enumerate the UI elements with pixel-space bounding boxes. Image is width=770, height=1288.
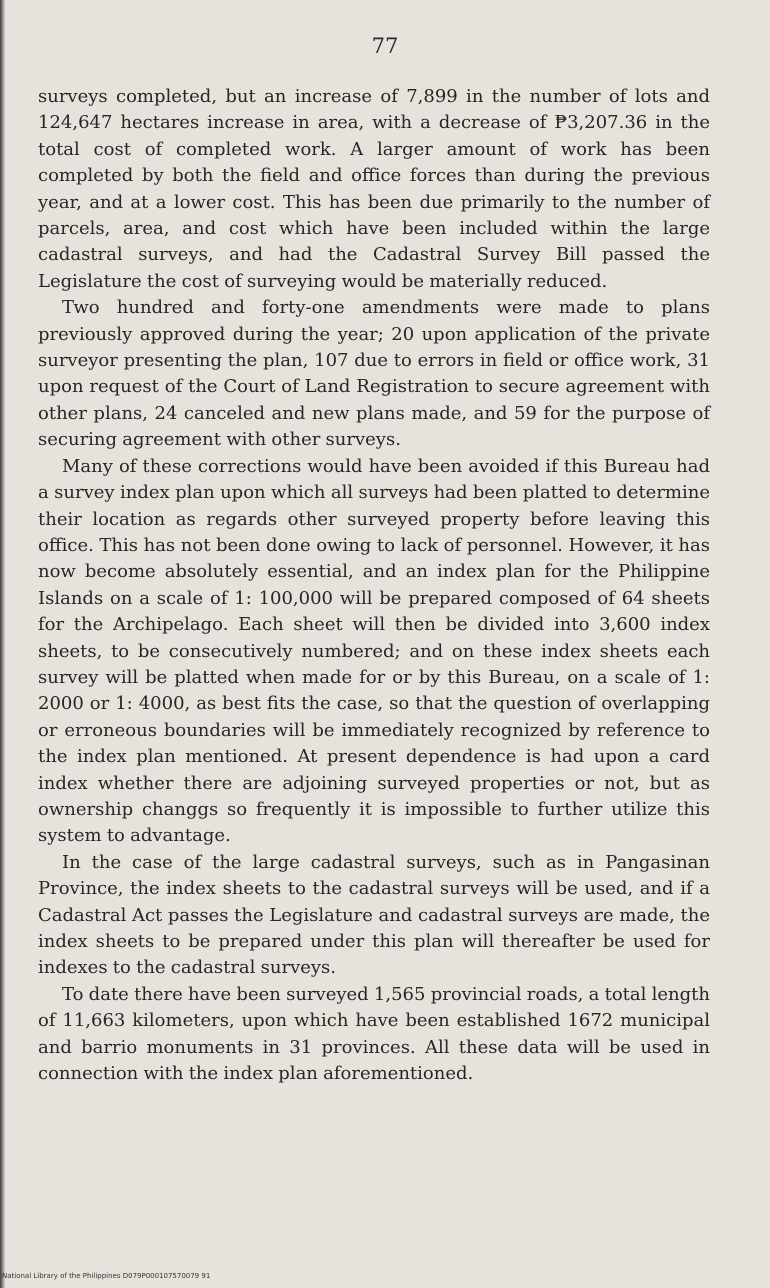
page-number: 77: [371, 34, 399, 58]
page-binding-edge: [0, 0, 5, 1288]
paragraph-2: Two hundred and forty-one amendments were made to plans previously approved during the year; 20 upon application of the private surveyor presenting the plan, 107 due to errors in field or office work, 31 upon request of the Court of Land Registration to secure agreement with other plans, 24 canceled and new plans made, and 59 for the purpose of securing agreement with other surveys.: [38, 297, 710, 451]
paragraph-5: To date there have been surveyed 1,565 provincial roads, a total length of 11,663 kilometers, upon which have been established 1672 municipal and barrio monuments in 31 provinces. All these data will be used in connection with the index plan aforementioned.: [38, 983, 710, 1085]
paragraph-3: Many of these corrections would have been avoided if this Bureau had a survey index plan upon which all surveys had been platted to determine their location as regards other surveyed property before leaving this office. This has not been done owing to lack of personnel. However, it has now become absolutely essential, and an index plan for the Philippine Islands on a scale of 1: 100,000 will be prepared composed of 64 sheets for the Archipelago. Each sheet will then be divided into 3,600 index sheets, to be consecutively numbered; and on these index sheets each survey will be platted when made for or by this Bureau, on a scale of 1: 2000 or 1: 4000, as best fits the case, so that the question of overlapping or erroneous boundaries will be immediately recognized by reference to the index plan mentioned. At present dependence is had upon a card index whether there are adjoining surveyed properties or not, but as ownership changgs so frequently it is impossible to further utilize this system to advantage.: [38, 455, 710, 847]
paragraph-1: surveys completed, but an increase of 7,899 in the number of lots and 124,647 hectares increase in area, with a decrease of ₱3,207.36 in the total cost of completed work. A larger amount of work has been completed by both the field and office forces than during the previous year, and at a lower cost. This has been due primarily to the number of parcels, area, and cost which have been included within the large cadastral surveys, and had the Cadastral Survey Bill passed the Legislature the cost of surveying would be materially reduced.: [38, 86, 710, 292]
body-text: [38, 84, 710, 1087]
archive-footer: National Library of the Philippines D079P000107570079 91: [2, 1272, 211, 1280]
paragraph-4: In the case of the large cadastral surveys, such as in Pangasinan Province, the index sheets to the cadastral surveys will be used, and if a Cadastral Act passes the Legislature and cadastral surveys are made, the index sheets to be prepared under this plan will thereafter be used for indexes to the cadastral surveys.: [38, 851, 710, 979]
